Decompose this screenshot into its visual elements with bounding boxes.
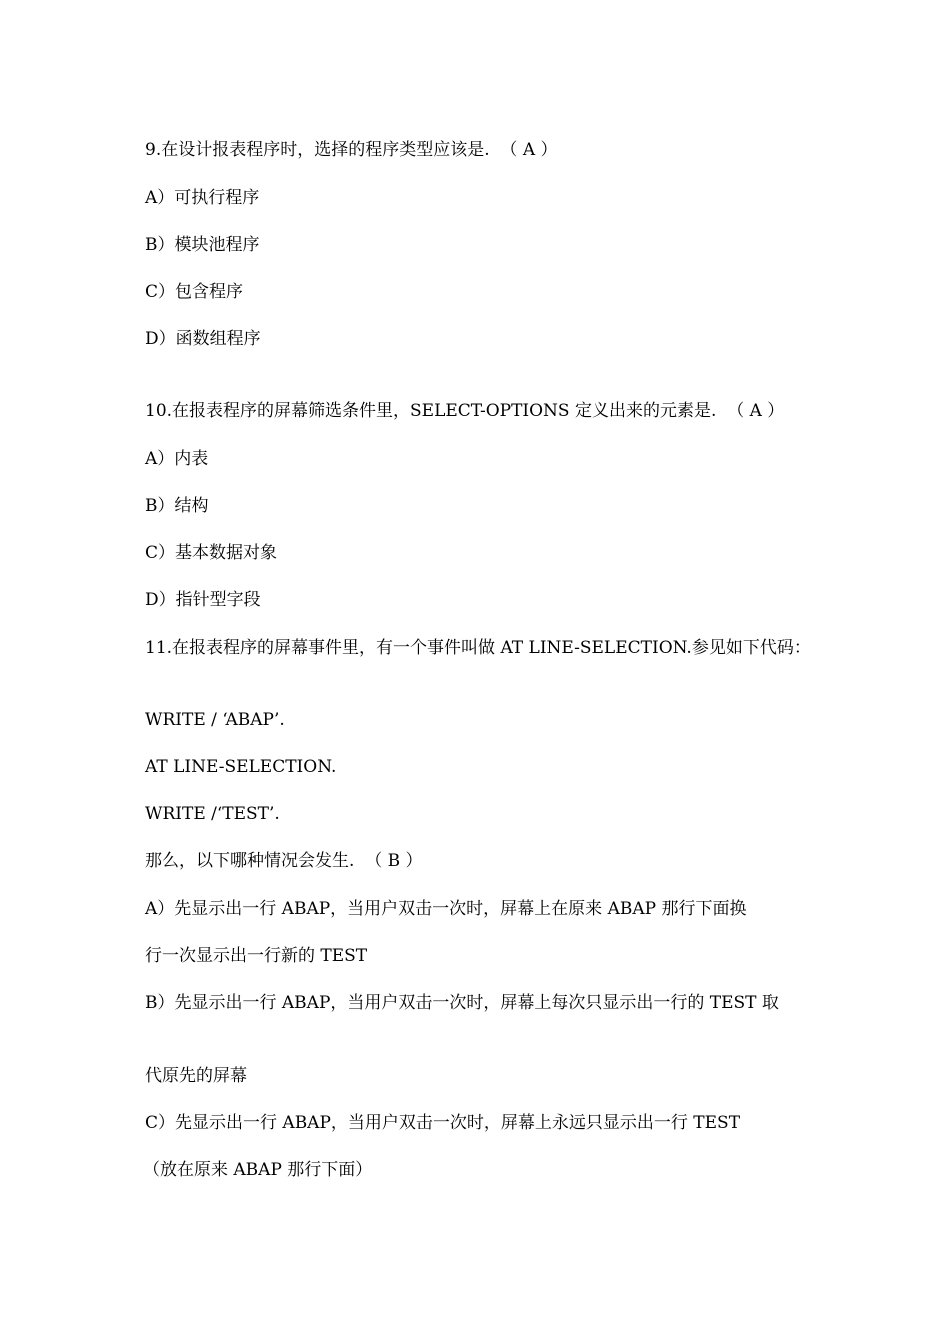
question-9-option-c: C）包含程序 (145, 282, 244, 302)
question-11-option-c: C）先显示出一行 ABAP，当用户双击一次时，屏幕上永远只显示出一行 TEST (145, 1113, 741, 1133)
question-11-prompt: 那么，以下哪种情况会发生. （ B ） (145, 851, 423, 871)
question-11-option-b-continued: 代原先的屏幕 (145, 1066, 247, 1086)
question-11-option-b: B）先显示出一行 ABAP，当用户双击一次时，屏幕上每次只显示出一行的 TEST 取 (145, 993, 779, 1013)
question-11-code-line: WRITE / ‘ABAP’. (145, 710, 285, 730)
question-11-option-a-continued: 行一次显示出一行新的 TEST (145, 946, 368, 966)
question-10-option-c: C）基本数据对象 (145, 543, 278, 563)
question-11-option-c-continued: （放在原来 ABAP 那行下面） (143, 1160, 373, 1180)
question-9-option-a: A）可执行程序 (145, 188, 260, 208)
question-10-option-b: B）结构 (145, 496, 209, 516)
question-11-stem: 11.在报表程序的屏幕事件里，有一个事件叫做 AT LINE-SELECTION.参见如下代码： (145, 638, 811, 658)
question-10-option-a: A）内表 (145, 449, 209, 469)
question-11-code-line: WRITE /‘TEST’. (145, 804, 280, 824)
question-11-code-line: AT LINE-SELECTION. (145, 757, 337, 777)
question-9-option-d: D）函数组程序 (145, 329, 261, 349)
question-9-option-b: B）模块池程序 (145, 235, 260, 255)
question-11-option-a: A）先显示出一行 ABAP，当用户双击一次时，屏幕上在原来 ABAP 那行下面换 (145, 899, 747, 919)
question-9-stem: 9.在设计报表程序时，选择的程序类型应该是. （ A ） (145, 140, 558, 160)
question-10-option-d: D）指针型字段 (145, 590, 261, 610)
question-10-stem: 10.在报表程序的屏幕筛选条件里，SELECT-OPTIONS 定义出来的元素是. （ A ） (145, 401, 785, 421)
